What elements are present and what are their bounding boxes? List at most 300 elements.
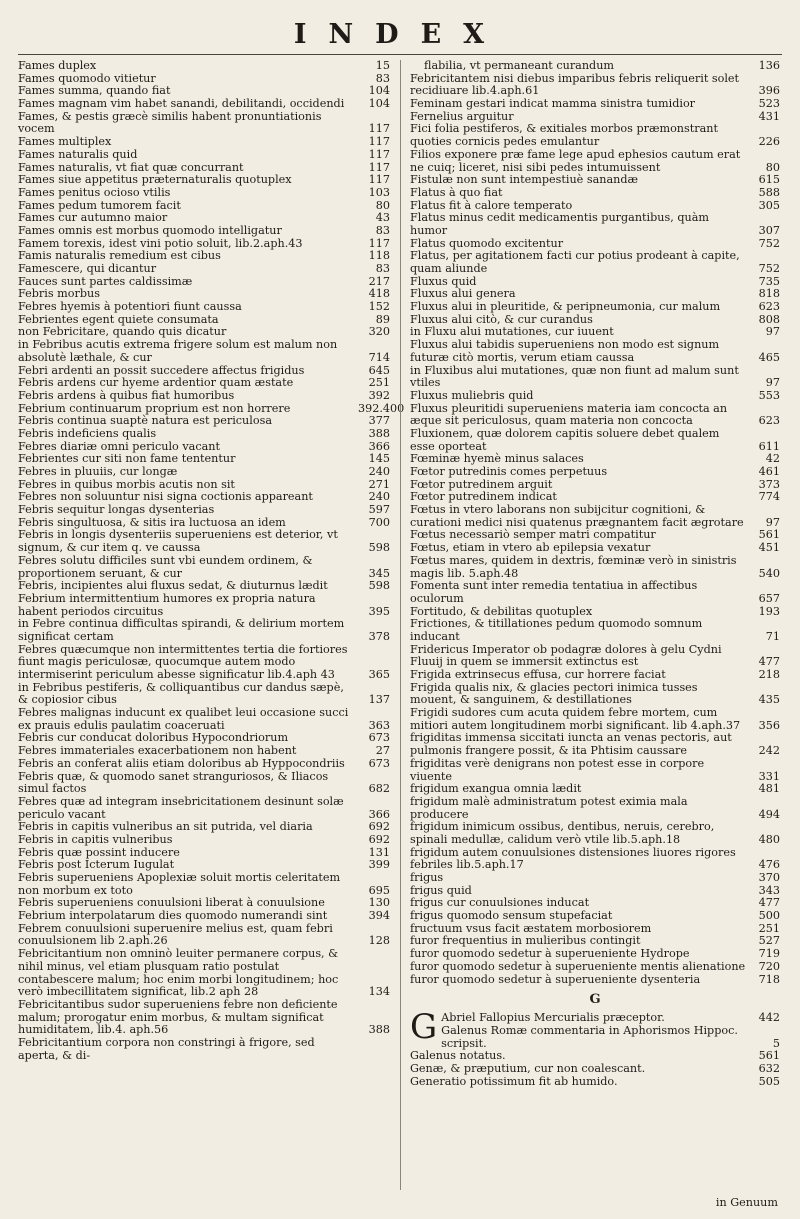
entry-text: Fluxus alui genera xyxy=(410,287,516,301)
entry-page-number: 399 xyxy=(368,858,390,872)
entry-text: furor quomodo sedetur à superueniente Hydrope xyxy=(410,947,690,961)
index-entry xyxy=(18,504,390,517)
entry-text: Fœtor putredinis comes perpetuus xyxy=(410,465,608,478)
entry-text: Febris ardens à quibus fiat humoribus xyxy=(18,388,235,402)
entry-text: furor quomodo sedetur à superueniente mentis alienatione xyxy=(410,959,746,973)
index-entry xyxy=(410,783,780,796)
entry-text: Fluxus quid xyxy=(410,274,477,288)
entry-page-number: 388 xyxy=(368,1023,390,1037)
entry-text: Abriel Fallopius Mercurialis præceptor. xyxy=(441,1011,665,1025)
entry-text: frigus xyxy=(410,871,444,884)
entry-text: Fernelius arguitur xyxy=(410,109,514,123)
drop-cap: G xyxy=(410,1007,438,1048)
entry-page-number: 774 xyxy=(758,490,780,504)
entry-page-number: 343 xyxy=(758,883,780,897)
catchword: in Genuum xyxy=(715,1196,778,1209)
index-entry xyxy=(410,974,780,987)
entry-page-number: 218 xyxy=(758,668,780,681)
entry-page-number: 365 xyxy=(368,668,390,681)
entry-page-number: 480 xyxy=(758,832,780,846)
entry-text: Febricitantium corpora non constringi à frigore, sed aperta, & di- xyxy=(18,1035,315,1062)
entry-page-number: 540 xyxy=(758,566,780,580)
entry-page-number: 370 xyxy=(758,871,780,884)
entry-page-number: 692 xyxy=(368,820,390,834)
index-entry xyxy=(410,390,780,403)
entry-text: frigiditas immensa siccitati iuncta an venas pectoris, aut pulmonis frangere possit, & ita Phtisim caussare xyxy=(410,731,732,758)
entry-page-number: 145 xyxy=(368,452,390,466)
entry-page-number: 657 xyxy=(758,591,780,605)
entry-text: Febrium interpolatarum dies quomodo numerandi sint xyxy=(18,909,328,923)
index-entry xyxy=(410,466,780,479)
entry-page-number: 500 xyxy=(758,909,780,923)
entry-text: Febris ardens cur hyeme ardentior quam æstate xyxy=(18,376,294,390)
index-entry xyxy=(410,365,780,390)
entry-text: Febris singultuosa, & sitis ira luctuosa an idem xyxy=(18,515,286,529)
entry-text: Fames naturalis quid xyxy=(18,147,138,161)
entry-page-number: 373 xyxy=(758,477,780,491)
entry-page-number: 481 xyxy=(758,782,780,796)
entry-page-number: 394 xyxy=(368,909,390,923)
entry-page-number: 714 xyxy=(368,350,390,364)
entry-page-number: 395 xyxy=(368,604,390,618)
entry-text: Flatus minus cedit medicamentis purgantibus, quàm humor xyxy=(410,211,709,237)
entry-text: Febris cur conducat doloribus Hypocondriorum xyxy=(18,731,289,745)
entry-page-number: 718 xyxy=(758,972,780,986)
entry-text: in Fluxu alui mutationes, cur iuuent xyxy=(410,325,614,339)
entry-page-number: 152 xyxy=(368,300,390,314)
index-entry xyxy=(410,174,780,187)
g-section-entries xyxy=(410,1050,780,1088)
entry-page-number: 80 xyxy=(375,198,390,212)
entry-page-number: 505 xyxy=(758,1074,780,1088)
index-entry xyxy=(18,555,390,580)
index-column-right xyxy=(410,60,780,1088)
entry-text: Fames omnis est morbus quomodo intelligatur xyxy=(18,223,282,237)
index-entry xyxy=(410,301,780,314)
section-letter: G xyxy=(589,992,601,1008)
index-entry xyxy=(18,390,390,403)
entry-text: furor quomodo sedetur à superueniente dysenteria xyxy=(410,972,701,986)
entry-text: Febrientes egent quiete consumata xyxy=(18,312,219,326)
entry-text: frigidum malè administratum potest eximia mala producere xyxy=(410,794,688,821)
entry-text: Fames siue appetitus præternaturalis quotuplex xyxy=(18,173,292,187)
entry-page-number: 117 xyxy=(368,135,390,149)
entry-page-number: 692 xyxy=(368,832,390,846)
index-entry xyxy=(410,60,780,73)
index-entry xyxy=(18,707,390,732)
index-entry xyxy=(18,174,390,187)
entry-page-number: 494 xyxy=(758,807,780,821)
index-entry xyxy=(410,682,780,707)
index-entry xyxy=(410,961,780,974)
entry-text: Febri ardenti an possit succedere affectus frigidus xyxy=(18,363,305,377)
entry-text: Febricitantem nisi diebus imparibus febris reliquerit solet recidiuare lib.4.aph.61 xyxy=(410,71,740,98)
index-entry xyxy=(410,212,780,237)
entry-page-number: 83 xyxy=(375,71,390,85)
index-entry xyxy=(18,580,390,593)
entry-text: Febris in capitis vulneribus an sit putrida, vel diaria xyxy=(18,820,313,834)
entry-text: Flatus quomodo excitentur xyxy=(410,236,564,250)
entry-text: Fœtus necessariò semper matri compatitur xyxy=(410,528,656,542)
entry-text: Febres immateriales exacerbationem non habent xyxy=(18,744,297,758)
index-entry xyxy=(410,1076,780,1089)
entry-page-number: 117 xyxy=(368,236,390,250)
entry-text: Genæ, & præputium, cur non coalescant. xyxy=(410,1061,646,1075)
entry-page-number: 442 xyxy=(758,1011,780,1025)
index-entry xyxy=(18,98,390,111)
entry-text: Fluxus pleuritidi superueniens materia iam concocta an æque sit periculosus, quam materia non concocta xyxy=(410,401,728,428)
index-entry xyxy=(410,403,780,428)
entry-page-number: 392.400 xyxy=(358,401,405,415)
entry-page-number: 523 xyxy=(758,97,780,111)
index-entry xyxy=(410,149,780,174)
index-entry xyxy=(18,948,390,999)
entry-page-number: 117 xyxy=(368,147,390,161)
entry-text: Fœtus in vtero laborans non subijcitur cognitioni, & curationi medici nisi quatenus prægnantem facit ægrotare xyxy=(410,503,744,529)
entry-text: Febris, incipientes alui fluxus sedat, & diuturnus lædit xyxy=(18,579,328,593)
index-entry xyxy=(18,149,390,162)
entry-page-number: 271 xyxy=(368,477,390,491)
entry-text: in Febribus pestiferis, & colliquantibus cur dandus sæpè, & copiosior cibus xyxy=(18,680,344,707)
index-entry xyxy=(410,123,780,148)
entry-page-number: 378 xyxy=(368,629,390,643)
entry-text: frigus quomodo sensum stupefaciat xyxy=(410,909,613,923)
entry-page-number: 242 xyxy=(758,744,780,758)
entry-page-number: 15 xyxy=(375,59,390,72)
index-entry xyxy=(18,999,390,1037)
index-entry xyxy=(18,834,390,847)
entry-text: Febrium continuarum proprium est non horrere xyxy=(18,401,291,415)
entry-text: Famescere, qui dicantur xyxy=(18,262,157,275)
entry-page-number: 27 xyxy=(375,744,390,758)
index-entry xyxy=(410,98,780,111)
entry-page-number: 97 xyxy=(765,376,780,390)
index-entry xyxy=(410,618,780,643)
entry-page-number: 695 xyxy=(368,883,390,897)
index-entry xyxy=(18,301,390,314)
entry-text: Fames pedum tumorem facit xyxy=(18,198,181,212)
index-entry xyxy=(18,771,390,796)
entry-page-number: 461 xyxy=(758,465,780,478)
entry-page-number: 193 xyxy=(758,604,780,618)
entry-text: Fames summa, quando fiat xyxy=(18,84,171,98)
entry-text: Febris an conferat aliis etiam doloribus ab Hyppocondriis xyxy=(18,756,345,770)
index-entry xyxy=(410,948,780,961)
entry-page-number: 682 xyxy=(368,782,390,796)
entry-page-number: 598 xyxy=(368,541,390,555)
index-entry xyxy=(18,682,390,707)
entry-text: Feminam gestari indicat mamma sinistra tumidior xyxy=(410,97,696,111)
entry-page-number: 752 xyxy=(758,262,780,275)
entry-text: Febres hyemis à potentiori fiunt caussa xyxy=(18,300,242,314)
entry-text: Fames penitus ocioso vtilis xyxy=(18,185,171,199)
entry-text: Fluxus alui tabidis superueniens non modo est signum futuræ citò mortis, verum etiam caussa xyxy=(410,338,720,364)
index-entry xyxy=(18,745,390,758)
entry-text: Fici folia pestiferos, & exitiales morbos præmonstrant quoties cornicis pedes emulantur xyxy=(410,122,718,149)
entry-text: Fluxus alui citò, & cur curandus xyxy=(410,312,593,326)
index-entry xyxy=(410,872,780,885)
entry-text: Fomenta sunt inter remedia tentatiua in affectibus oculorum xyxy=(410,579,698,605)
index-entry xyxy=(410,758,780,783)
index-entry xyxy=(18,225,390,238)
entry-page-number: 320 xyxy=(368,325,390,339)
entry-page-number: 476 xyxy=(758,858,780,872)
entry-page-number: 598 xyxy=(368,579,390,593)
entry-text: Febrem conuulsioni superuenire melius est, quam febri conuulsionem lib 2.aph.26 xyxy=(18,921,333,948)
entry-page-number: 363 xyxy=(368,718,390,732)
entry-page-number: 251 xyxy=(368,376,390,390)
entry-page-number: 103 xyxy=(368,185,390,199)
entry-page-number: 134 xyxy=(368,985,390,999)
entry-text: Frigida qualis nix, & glacies pectori inimica tusses mouent, & sanguinem, & destillationes xyxy=(410,680,698,707)
index-entry xyxy=(18,263,390,276)
entry-text: Flatus à quo fiat xyxy=(410,185,503,199)
index-entry xyxy=(18,618,390,643)
entry-page-number: 118 xyxy=(368,249,390,263)
entry-page-number: 673 xyxy=(368,731,390,745)
column-divider xyxy=(400,60,401,1190)
entry-text: Fœtor putredinem indicat xyxy=(410,490,557,504)
entry-text: Fortitudo, & debilitas quotuplex xyxy=(410,604,593,618)
entry-text: frigidum exangua omnia lædit xyxy=(410,782,582,796)
entry-page-number: 396 xyxy=(758,84,780,98)
entry-page-number: 131 xyxy=(368,845,390,859)
index-entry xyxy=(410,187,780,200)
entry-text: Febris morbus xyxy=(18,287,100,301)
entry-page-number: 331 xyxy=(758,769,780,783)
index-entry xyxy=(18,1037,390,1062)
index-entry xyxy=(410,1012,780,1025)
entry-page-number: 623 xyxy=(758,300,780,314)
index-entry xyxy=(410,1025,780,1050)
entry-text: Febris in longis dysenteriis superueniens est deterior, vt signum, & cur item q. ve caussa xyxy=(18,528,338,555)
index-entry xyxy=(18,187,390,200)
entry-text: flabilia, vt permaneant curandum xyxy=(424,59,615,72)
entry-page-number: 818 xyxy=(758,287,780,301)
index-entry xyxy=(18,111,390,136)
entry-page-number: 752 xyxy=(758,236,780,250)
entry-page-number: 388 xyxy=(368,426,390,440)
index-entry xyxy=(410,250,780,275)
entry-text: Fœtus mares, quidem in dextris, fœminæ verò in sinistris magis lib. 5.aph.48 xyxy=(410,553,737,580)
entry-page-number: 700 xyxy=(368,515,390,529)
entry-page-number: 130 xyxy=(368,896,390,910)
entry-text: Fames quomodo vitietur xyxy=(18,71,156,85)
entry-page-number: 117 xyxy=(368,173,390,187)
entry-text: Febrientes cur siti non fame tententur xyxy=(18,452,236,466)
entry-page-number: 435 xyxy=(758,693,780,707)
entry-text: Febres in pluuiis, cur longæ xyxy=(18,465,178,478)
entry-page-number: 137 xyxy=(368,693,390,707)
entry-page-number: 465 xyxy=(758,350,780,364)
index-entry xyxy=(410,644,780,669)
index-entry xyxy=(18,529,390,554)
entry-page-number: 251 xyxy=(758,921,780,935)
entry-page-number: 377 xyxy=(368,414,390,428)
entry-text: Febres quæ ad integram insebricitationem desinunt solæ periculo vacant xyxy=(18,794,344,821)
entry-page-number: 623 xyxy=(758,414,780,428)
entry-page-number: 356 xyxy=(758,718,780,732)
entry-text: Famem torexis, idest vini potio soluit, lib.2.aph.43 xyxy=(18,236,303,250)
entry-page-number: 561 xyxy=(758,528,780,542)
entry-page-number: 240 xyxy=(368,490,390,504)
index-entry xyxy=(18,377,390,390)
entry-page-number: 451 xyxy=(758,541,780,555)
entry-text: Febris quæ possint inducere xyxy=(18,845,180,859)
entry-page-number: 645 xyxy=(368,363,390,377)
index-entry xyxy=(410,847,780,872)
entry-page-number: 720 xyxy=(758,959,780,973)
entry-text: Febris continua suaptè natura est periculosa xyxy=(18,414,272,428)
entry-text: Febres non soluuntur nisi signa coctionis appareant xyxy=(18,490,313,504)
entry-text: Febris in capitis vulneribus xyxy=(18,832,173,846)
index-entry xyxy=(410,555,780,580)
entry-page-number: 104 xyxy=(368,97,390,111)
entry-page-number: 117 xyxy=(368,122,390,136)
index-entry xyxy=(18,923,390,948)
entry-page-number: 392 xyxy=(368,388,390,402)
g-section-first-entries xyxy=(410,1007,780,1050)
entry-text: Febris post Icterum Iugulat xyxy=(18,858,175,872)
page-title: INDEX xyxy=(293,19,507,50)
entry-page-number: 217 xyxy=(368,274,390,288)
entry-text: Fluxus muliebris quid xyxy=(410,388,534,402)
entry-text: fructuum vsus facit æstatem morbosiorem xyxy=(410,921,652,935)
entry-page-number: 97 xyxy=(765,325,780,339)
entry-text: Febris superueniens Apoplexiæ soluit mortis celeritatem non morbum ex toto xyxy=(18,871,341,897)
entry-text: Frigida extrinsecus effusa, cur horrere faciat xyxy=(410,668,666,681)
index-entry xyxy=(410,910,780,923)
entry-page-number: 307 xyxy=(758,223,780,237)
entry-text: Fames naturalis, vt fiat quæ concurrant xyxy=(18,160,244,174)
index-entry xyxy=(18,339,390,364)
entry-page-number: 80 xyxy=(765,160,780,174)
entry-text: frigus cur conuulsiones inducat xyxy=(410,896,590,910)
entry-page-number: 366 xyxy=(368,439,390,453)
entry-text: Febres quæcumque non intermittentes tertia die fortiores fiunt magis periculosæ, quocumque autem modo intermiserint periculum abesse significatur lib.4.aph 43 xyxy=(18,642,348,681)
index-entry xyxy=(18,872,390,897)
entry-text: Febris quæ, & quomodo sanet stranguriosos, & Iliacos simul factos xyxy=(18,769,329,796)
entry-text: Fœtus, etiam in vtero ab epilepsia vexatur xyxy=(410,541,651,555)
entry-text: Frictiones, & titillationes pedum quomodo somnum inducant xyxy=(410,617,703,643)
entry-page-number: 42 xyxy=(765,452,780,466)
entry-text: Famis naturalis remedium est cibus xyxy=(18,249,221,263)
entry-text: Flatus, per agitationem facti cur potius prodeant à capite, quam aliunde xyxy=(410,249,740,275)
entry-text: frigidum autem conuulsiones distensiones liuores rigores febriles lib.5.aph.17 xyxy=(410,845,736,872)
entry-text: Fames duplex xyxy=(18,59,97,72)
entry-page-number: 735 xyxy=(758,274,780,288)
entry-page-number: 615 xyxy=(758,173,780,187)
entry-text: Febres malignas inducunt ex qualibet leui occasione succi ex prauis edulis paulatim coaceruati xyxy=(18,706,349,732)
entry-text: Fistulæ non sunt intempestiuè sanandæ xyxy=(410,173,638,187)
entry-text: Febricitantibus sudor superueniens febre non deficiente malum; prorogatur enim morbus, & multam significat humiditatem, lib.4. aph.56 xyxy=(18,997,338,1037)
index-entry xyxy=(410,73,780,98)
index-entry xyxy=(18,910,390,923)
entry-page-number: 104 xyxy=(368,84,390,98)
entry-page-number: 83 xyxy=(375,262,390,275)
entry-page-number: 89 xyxy=(375,312,390,326)
entry-page-number: 808 xyxy=(758,312,780,326)
entry-page-number: 43 xyxy=(375,211,390,225)
entry-page-number: 719 xyxy=(758,947,780,961)
entry-page-number: 5 xyxy=(772,1036,780,1050)
entry-text: Febris indeficiens qualis xyxy=(18,426,157,440)
entry-page-number: 418 xyxy=(368,287,390,301)
entry-text: non Febricitare, quando quis dicatur xyxy=(18,325,227,339)
entry-text: Flatus fit à calore temperato xyxy=(410,198,573,212)
entry-text: frigus quid xyxy=(410,883,472,897)
entry-page-number: 673 xyxy=(368,756,390,770)
entry-text: in Febre continua difficultas spirandi, & delirium mortem significat certam xyxy=(18,617,345,643)
entry-page-number: 597 xyxy=(368,503,390,517)
entry-text: Febres diariæ omni periculo vacant xyxy=(18,439,220,453)
index-entry xyxy=(18,644,390,682)
entry-text: Fœminæ hyemè minus salaces xyxy=(410,452,584,466)
index-entry xyxy=(410,707,780,732)
index-entry xyxy=(18,60,390,73)
entry-text: Filios exponere præ fame lege apud ephesios cautum erat ne cuiq; liceret, nisi sibi pedes intumuissent xyxy=(410,147,741,174)
entry-page-number: 431 xyxy=(758,109,780,123)
entry-text: Febris sequitur longas dysenterias xyxy=(18,503,215,517)
entry-text: Fauces sunt partes caldissimæ xyxy=(18,274,193,288)
entry-page-number: 345 xyxy=(368,566,390,580)
entry-text: Galenus Romæ commentaria in Aphorismos Hippoc. scripsit. xyxy=(441,1023,738,1050)
entry-page-number: 240 xyxy=(368,465,390,478)
entry-page-number: 83 xyxy=(375,223,390,237)
index-entry xyxy=(410,732,780,757)
index-entry xyxy=(18,428,390,441)
entry-text: Fridericus Imperator ob podagræ dolores à gelu Cydni Fluuij in quem se immersit extinctus est xyxy=(410,642,722,669)
entry-text: Fluxus alui in pleuritide, & peripneumonia, cur malum xyxy=(410,300,721,314)
entry-text: Fluxionem, quæ dolorem capitis soluere debet qualem esse oporteat xyxy=(410,426,720,453)
entry-text: Fames multiplex xyxy=(18,135,112,149)
entry-page-number: 97 xyxy=(765,515,780,529)
entry-page-number: 553 xyxy=(758,388,780,402)
index-entry xyxy=(410,504,780,529)
entry-text: frigidum inimicum ossibus, dentibus, neruis, cerebro, spinali medullæ, calidum verò vtile lib.5.aph.18 xyxy=(410,820,715,846)
index-entry xyxy=(18,796,390,821)
entry-page-number: 477 xyxy=(758,896,780,910)
entry-page-number: 128 xyxy=(368,934,390,948)
entry-text: furor frequentius in mulieribus contingit xyxy=(410,934,641,948)
entry-page-number: 71 xyxy=(765,629,780,643)
index-entry xyxy=(18,466,390,479)
entry-page-number: 117 xyxy=(368,160,390,174)
entry-page-number: 527 xyxy=(758,934,780,948)
index-entry xyxy=(410,1063,780,1076)
entry-text: Febres solutu difficiles sunt vbi eundem ordinem, & proportionem seruant, & cur xyxy=(18,553,313,580)
index-entry xyxy=(410,542,780,555)
title-rule xyxy=(18,54,782,55)
entry-text: in Fluxibus alui mutationes, quæ non fiunt ad malum sunt vtiles xyxy=(410,363,739,390)
index-entry xyxy=(410,669,780,682)
entry-page-number: 561 xyxy=(758,1049,780,1063)
index-entry xyxy=(410,796,780,821)
index-entry xyxy=(410,339,780,364)
index-entry xyxy=(18,593,390,618)
entry-page-number: 366 xyxy=(368,807,390,821)
entry-text: in Febribus acutis extrema frigere solum est malum non absolutè læthale, & cur xyxy=(18,338,338,364)
index-entry xyxy=(410,428,780,453)
entry-text: Fames magnam vim habet sanandi, debilitandi, occidendi xyxy=(18,97,345,111)
entry-page-number: 632 xyxy=(758,1061,780,1075)
entry-page-number: 477 xyxy=(758,655,780,669)
entry-text: Generatio potissimum fit ab humido. xyxy=(410,1074,618,1088)
entry-text: frigiditas verè denigrans non potest esse in corpore viuente xyxy=(410,756,705,783)
entry-page-number: 588 xyxy=(758,185,780,199)
index-column-left xyxy=(18,59,405,1062)
entry-text: Febrium intermittentium humores ex propria natura habent periodos circuitus xyxy=(18,591,316,618)
